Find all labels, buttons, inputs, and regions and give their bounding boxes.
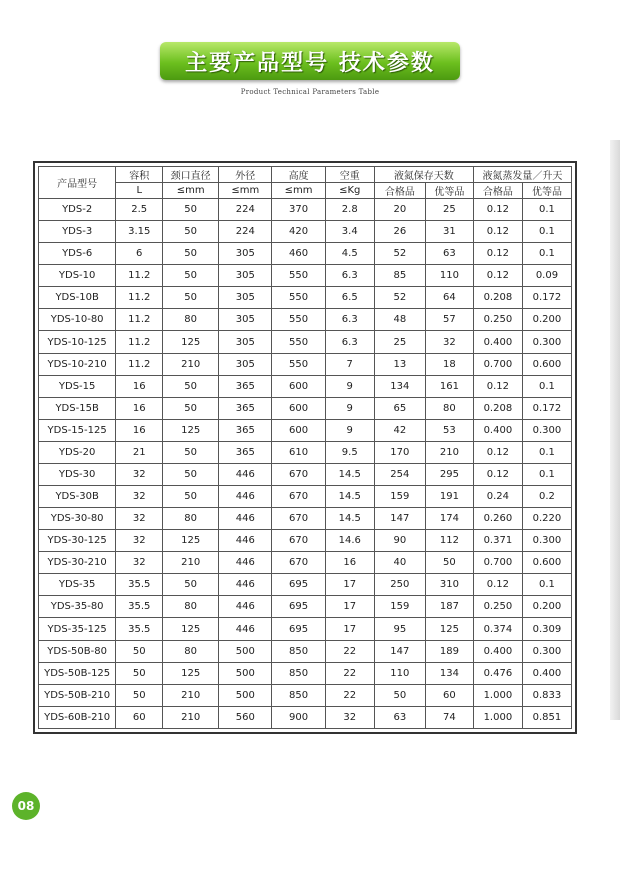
table-cell: 210 — [163, 706, 219, 728]
model-cell: YDS-6 — [39, 243, 116, 265]
table-cell: 0.700 — [473, 353, 522, 375]
table-cell: 295 — [425, 463, 473, 485]
table-cell: 50 — [116, 684, 163, 706]
table-cell: 18 — [425, 353, 473, 375]
model-cell: YDS-30-210 — [39, 552, 116, 574]
table-cell: 35.5 — [116, 618, 163, 640]
page-title: 主要产品型号 技术参数 — [185, 50, 435, 76]
table-cell: 48 — [374, 309, 425, 331]
table-cell: 50 — [163, 574, 219, 596]
table-cell: 50 — [163, 486, 219, 508]
table-cell: 695 — [272, 596, 325, 618]
table-row — [39, 309, 572, 331]
table-cell: 0.172 — [522, 287, 571, 309]
table-cell: 250 — [374, 574, 425, 596]
table-cell: 0.371 — [473, 530, 522, 552]
table-cell: 14.5 — [325, 486, 374, 508]
table-cell: 9 — [325, 397, 374, 419]
table-row — [39, 419, 572, 441]
table-cell: 0.12 — [473, 265, 522, 287]
model-cell: YDS-35-80 — [39, 596, 116, 618]
table-cell: 26 — [374, 221, 425, 243]
table-row — [39, 552, 572, 574]
table-cell: 134 — [374, 375, 425, 397]
unit-storage-best: 优等品 — [425, 183, 473, 199]
header-evap: 液氮蒸发量／升天 — [473, 167, 571, 183]
table-cell: 50 — [163, 463, 219, 485]
table-cell: 32 — [116, 486, 163, 508]
unit-evap-best: 优等品 — [522, 183, 571, 199]
parameters-table — [38, 166, 572, 729]
model-cell: YDS-15-125 — [39, 419, 116, 441]
table-row — [39, 486, 572, 508]
table-cell: 0.250 — [473, 309, 522, 331]
table-cell: 370 — [272, 199, 325, 221]
table-cell: 224 — [219, 199, 272, 221]
table-cell: 0.12 — [473, 375, 522, 397]
table-cell: 0.200 — [522, 309, 571, 331]
page-subtitle: Product Technical Parameters Table — [240, 88, 380, 96]
table-cell: 50 — [163, 397, 219, 419]
table-cell: 0.309 — [522, 618, 571, 640]
table-cell: 1.000 — [473, 706, 522, 728]
table-cell: 0.1 — [522, 375, 571, 397]
table-cell: 80 — [163, 508, 219, 530]
table-cell: 53 — [425, 419, 473, 441]
table-row — [39, 706, 572, 728]
table-cell: 550 — [272, 353, 325, 375]
table-cell: 0.400 — [473, 331, 522, 353]
model-cell: YDS-35 — [39, 574, 116, 596]
table-cell: 695 — [272, 618, 325, 640]
table-cell: 22 — [325, 640, 374, 662]
unit-weight: ≤Kg — [325, 183, 374, 199]
table-cell: 7 — [325, 353, 374, 375]
table-cell: 31 — [425, 221, 473, 243]
table-cell: 0.208 — [473, 397, 522, 419]
table-cell: 695 — [272, 574, 325, 596]
table-row — [39, 397, 572, 419]
table-cell: 550 — [272, 287, 325, 309]
table-cell: 0.208 — [473, 287, 522, 309]
table-cell: 16 — [116, 419, 163, 441]
table-cell: 6.3 — [325, 265, 374, 287]
table-cell: 134 — [425, 662, 473, 684]
table-cell: 210 — [425, 441, 473, 463]
table-cell: 500 — [219, 684, 272, 706]
model-cell: YDS-50B-210 — [39, 684, 116, 706]
model-cell: YDS-30-80 — [39, 508, 116, 530]
table-cell: 25 — [425, 199, 473, 221]
table-cell: 670 — [272, 530, 325, 552]
table-cell: 0.1 — [522, 574, 571, 596]
table-cell: 2.8 — [325, 199, 374, 221]
table-cell: 6 — [116, 243, 163, 265]
model-cell: YDS-30B — [39, 486, 116, 508]
table-cell: 189 — [425, 640, 473, 662]
table-cell: 0.600 — [522, 353, 571, 375]
page-number: 08 — [17, 799, 35, 813]
table-cell: 0.600 — [522, 552, 571, 574]
table-cell: 125 — [163, 331, 219, 353]
table-cell: 446 — [219, 618, 272, 640]
table-row — [39, 508, 572, 530]
table-cell: 13 — [374, 353, 425, 375]
table-cell: 32 — [116, 552, 163, 574]
table-cell: 174 — [425, 508, 473, 530]
table-cell: 63 — [425, 243, 473, 265]
table-body — [39, 199, 572, 729]
table-cell: 0.12 — [473, 243, 522, 265]
table-cell: 65 — [374, 397, 425, 419]
table-row — [39, 618, 572, 640]
table-cell: 125 — [163, 662, 219, 684]
table-cell: 50 — [163, 265, 219, 287]
table-cell: 32 — [425, 331, 473, 353]
table-cell: 60 — [116, 706, 163, 728]
table-cell: 0.1 — [522, 243, 571, 265]
table-cell: 365 — [219, 419, 272, 441]
table-cell: 80 — [425, 397, 473, 419]
model-cell: YDS-20 — [39, 441, 116, 463]
table-cell: 80 — [163, 309, 219, 331]
table-cell: 610 — [272, 441, 325, 463]
table-cell: 210 — [163, 684, 219, 706]
table-cell: 0.1 — [522, 463, 571, 485]
model-cell: YDS-10-125 — [39, 331, 116, 353]
table-cell: 50 — [116, 640, 163, 662]
model-cell: YDS-10 — [39, 265, 116, 287]
table-row — [39, 199, 572, 221]
table-cell: 11.2 — [116, 265, 163, 287]
table-cell: 50 — [163, 375, 219, 397]
table-cell: 600 — [272, 397, 325, 419]
units-row — [39, 183, 572, 199]
model-cell: YDS-3 — [39, 221, 116, 243]
header-row — [39, 167, 572, 183]
table-cell: 600 — [272, 419, 325, 441]
table-cell: 305 — [219, 331, 272, 353]
table-cell: 50 — [163, 287, 219, 309]
table-cell: 550 — [272, 265, 325, 287]
table-row — [39, 596, 572, 618]
table-row — [39, 463, 572, 485]
model-cell: YDS-10-210 — [39, 353, 116, 375]
table-cell: 110 — [425, 265, 473, 287]
table-cell: 50 — [116, 662, 163, 684]
table-cell: 365 — [219, 441, 272, 463]
table-cell: 74 — [425, 706, 473, 728]
model-cell: YDS-10B — [39, 287, 116, 309]
table-cell: 14.6 — [325, 530, 374, 552]
table-cell: 21 — [116, 441, 163, 463]
table-cell: 0.200 — [522, 596, 571, 618]
table-cell: 0.476 — [473, 662, 522, 684]
table-cell: 310 — [425, 574, 473, 596]
table-cell: 50 — [163, 199, 219, 221]
table-cell: 670 — [272, 463, 325, 485]
model-cell: YDS-10-80 — [39, 309, 116, 331]
table-cell: 0.300 — [522, 331, 571, 353]
table-cell: 560 — [219, 706, 272, 728]
table-cell: 850 — [272, 662, 325, 684]
table-cell: 14.5 — [325, 463, 374, 485]
table-row — [39, 441, 572, 463]
table-cell: 254 — [374, 463, 425, 485]
table-row — [39, 287, 572, 309]
table-cell: 17 — [325, 596, 374, 618]
table-cell: 446 — [219, 596, 272, 618]
table-cell: 0.12 — [473, 463, 522, 485]
table-cell: 125 — [425, 618, 473, 640]
table-row — [39, 684, 572, 706]
table-cell: 0.1 — [522, 221, 571, 243]
table-row — [39, 662, 572, 684]
table-cell: 670 — [272, 486, 325, 508]
table-row — [39, 331, 572, 353]
table-cell: 112 — [425, 530, 473, 552]
table-cell: 125 — [163, 530, 219, 552]
table-cell: 125 — [163, 419, 219, 441]
table-cell: 850 — [272, 640, 325, 662]
table-cell: 6.3 — [325, 309, 374, 331]
table-cell: 0.1 — [522, 199, 571, 221]
table-cell: 0.374 — [473, 618, 522, 640]
model-cell: YDS-30 — [39, 463, 116, 485]
table-cell: 11.2 — [116, 331, 163, 353]
table-cell: 4.5 — [325, 243, 374, 265]
table-cell: 0.300 — [522, 640, 571, 662]
table-cell: 3.4 — [325, 221, 374, 243]
unit-height: ≤mm — [272, 183, 325, 199]
model-cell: YDS-30-125 — [39, 530, 116, 552]
table-cell: 85 — [374, 265, 425, 287]
table-cell: 159 — [374, 486, 425, 508]
table-cell: 52 — [374, 287, 425, 309]
table-cell: 11.2 — [116, 287, 163, 309]
parameters-table-frame — [33, 161, 577, 734]
table-cell: 32 — [116, 508, 163, 530]
table-cell: 3.15 — [116, 221, 163, 243]
table-cell: 147 — [374, 640, 425, 662]
table-cell: 159 — [374, 596, 425, 618]
table-cell: 224 — [219, 221, 272, 243]
table-cell: 0.09 — [522, 265, 571, 287]
table-cell: 110 — [374, 662, 425, 684]
header-outer: 外径 — [219, 167, 272, 183]
table-cell: 17 — [325, 618, 374, 640]
table-cell: 900 — [272, 706, 325, 728]
table-cell: 0.400 — [473, 640, 522, 662]
table-cell: 0.220 — [522, 508, 571, 530]
model-cell: YDS-60B-210 — [39, 706, 116, 728]
table-cell: 22 — [325, 662, 374, 684]
table-cell: 850 — [272, 684, 325, 706]
table-cell: 50 — [163, 243, 219, 265]
table-cell: 16 — [116, 375, 163, 397]
table-cell: 446 — [219, 552, 272, 574]
model-cell: YDS-15B — [39, 397, 116, 419]
model-cell: YDS-15 — [39, 375, 116, 397]
table-cell: 2.5 — [116, 199, 163, 221]
table-cell: 0.12 — [473, 199, 522, 221]
table-cell: 446 — [219, 530, 272, 552]
table-cell: 420 — [272, 221, 325, 243]
unit-evap-ok: 合格品 — [473, 183, 522, 199]
table-cell: 40 — [374, 552, 425, 574]
unit-storage-ok: 合格品 — [374, 183, 425, 199]
table-cell: 22 — [325, 684, 374, 706]
table-cell: 64 — [425, 287, 473, 309]
table-cell: 50 — [425, 552, 473, 574]
page-number-badge — [12, 792, 40, 820]
table-cell: 446 — [219, 463, 272, 485]
table-cell: 305 — [219, 265, 272, 287]
table-cell: 446 — [219, 508, 272, 530]
table-cell: 16 — [116, 397, 163, 419]
table-row — [39, 243, 572, 265]
table-cell: 11.2 — [116, 353, 163, 375]
table-cell: 365 — [219, 375, 272, 397]
table-cell: 14.5 — [325, 508, 374, 530]
table-cell: 305 — [219, 243, 272, 265]
title-banner — [160, 42, 460, 80]
table-cell: 460 — [272, 243, 325, 265]
table-cell: 25 — [374, 331, 425, 353]
table-cell: 32 — [116, 530, 163, 552]
unit-volume: L — [116, 183, 163, 199]
table-row — [39, 353, 572, 375]
table-cell: 191 — [425, 486, 473, 508]
unit-neck: ≤mm — [163, 183, 219, 199]
table-cell: 550 — [272, 331, 325, 353]
table-row — [39, 574, 572, 596]
table-cell: 80 — [163, 640, 219, 662]
header-model: 产品型号 — [39, 167, 116, 199]
table-cell: 0.300 — [522, 419, 571, 441]
table-cell: 500 — [219, 662, 272, 684]
table-cell: 16 — [325, 552, 374, 574]
table-cell: 147 — [374, 508, 425, 530]
table-row — [39, 375, 572, 397]
table-cell: 9 — [325, 375, 374, 397]
model-cell: YDS-2 — [39, 199, 116, 221]
table-cell: 50 — [374, 684, 425, 706]
table-cell: 500 — [219, 640, 272, 662]
table-cell: 9 — [325, 419, 374, 441]
table-cell: 305 — [219, 287, 272, 309]
table-cell: 670 — [272, 552, 325, 574]
table-cell: 170 — [374, 441, 425, 463]
table-cell: 1.000 — [473, 684, 522, 706]
table-cell: 0.12 — [473, 441, 522, 463]
table-cell: 600 — [272, 375, 325, 397]
table-cell: 52 — [374, 243, 425, 265]
table-cell: 670 — [272, 508, 325, 530]
table-cell: 0.833 — [522, 684, 571, 706]
header-weight: 空重 — [325, 167, 374, 183]
table-cell: 17 — [325, 574, 374, 596]
header-volume: 容积 — [116, 167, 163, 183]
table-cell: 0.400 — [473, 419, 522, 441]
table-cell: 446 — [219, 574, 272, 596]
table-cell: 57 — [425, 309, 473, 331]
table-cell: 0.2 — [522, 486, 571, 508]
table-cell: 305 — [219, 353, 272, 375]
table-cell: 50 — [163, 221, 219, 243]
table-cell: 9.5 — [325, 441, 374, 463]
table-cell: 446 — [219, 486, 272, 508]
table-cell: 550 — [272, 309, 325, 331]
model-cell: YDS-35-125 — [39, 618, 116, 640]
table-cell: 6.5 — [325, 287, 374, 309]
table-cell: 35.5 — [116, 574, 163, 596]
table-cell: 0.700 — [473, 552, 522, 574]
table-cell: 0.12 — [473, 221, 522, 243]
table-cell: 6.3 — [325, 331, 374, 353]
table-cell: 60 — [425, 684, 473, 706]
table-cell: 20 — [374, 199, 425, 221]
table-row — [39, 265, 572, 287]
table-cell: 0.24 — [473, 486, 522, 508]
table-cell: 365 — [219, 397, 272, 419]
header-height: 高度 — [272, 167, 325, 183]
table-cell: 0.260 — [473, 508, 522, 530]
page-edge-shadow — [610, 140, 620, 720]
model-cell: YDS-50B-125 — [39, 662, 116, 684]
table-cell: 35.5 — [116, 596, 163, 618]
table-row — [39, 640, 572, 662]
table-cell: 0.400 — [522, 662, 571, 684]
table-cell: 0.851 — [522, 706, 571, 728]
table-cell: 32 — [325, 706, 374, 728]
table-row — [39, 530, 572, 552]
table-cell: 0.12 — [473, 574, 522, 596]
table-cell: 50 — [163, 441, 219, 463]
table-cell: 63 — [374, 706, 425, 728]
table-cell: 210 — [163, 353, 219, 375]
table-cell: 11.2 — [116, 309, 163, 331]
model-cell: YDS-50B-80 — [39, 640, 116, 662]
table-cell: 125 — [163, 618, 219, 640]
table-cell: 161 — [425, 375, 473, 397]
table-cell: 95 — [374, 618, 425, 640]
table-cell: 90 — [374, 530, 425, 552]
table-cell: 0.172 — [522, 397, 571, 419]
table-row — [39, 221, 572, 243]
header-neck: 颈口直径 — [163, 167, 219, 183]
table-cell: 187 — [425, 596, 473, 618]
table-cell: 0.1 — [522, 441, 571, 463]
table-cell: 42 — [374, 419, 425, 441]
table-cell: 32 — [116, 463, 163, 485]
header-storage: 液氮保存天数 — [374, 167, 473, 183]
unit-outer: ≤mm — [219, 183, 272, 199]
table-cell: 80 — [163, 596, 219, 618]
table-cell: 305 — [219, 309, 272, 331]
table-cell: 0.250 — [473, 596, 522, 618]
table-cell: 0.300 — [522, 530, 571, 552]
table-cell: 210 — [163, 552, 219, 574]
